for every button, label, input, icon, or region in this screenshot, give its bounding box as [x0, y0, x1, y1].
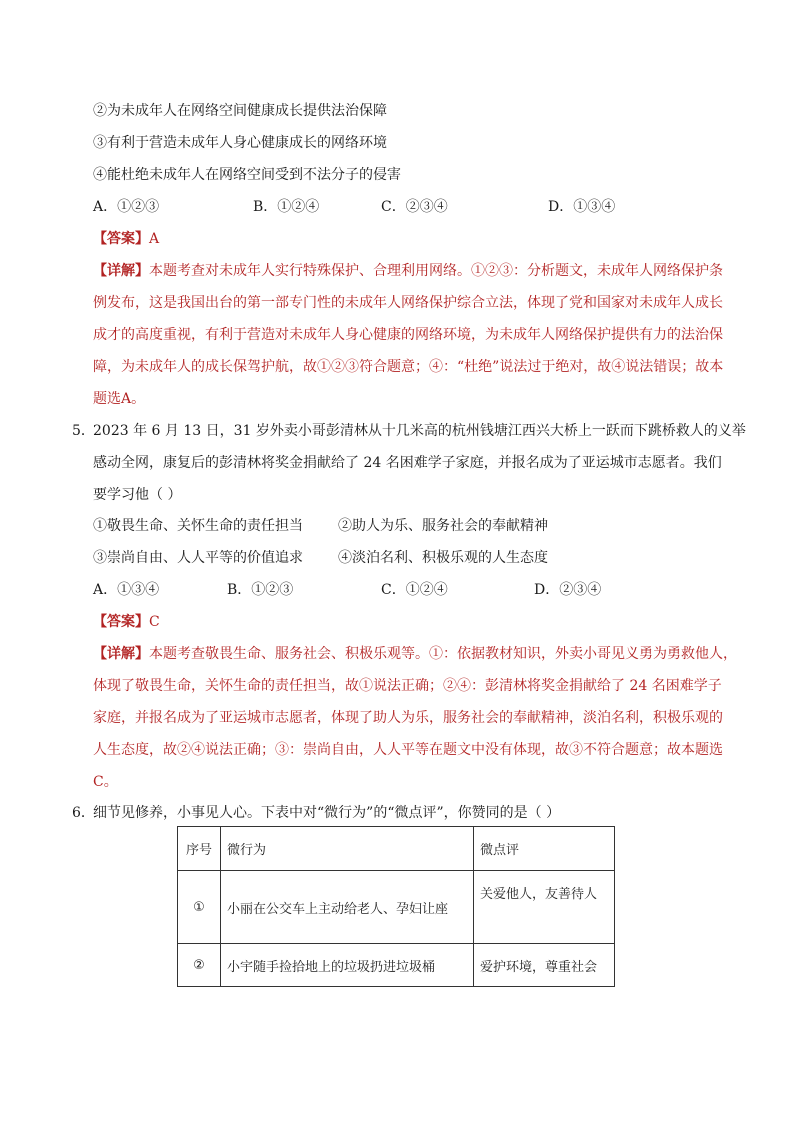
q5-number: 5．: [72, 423, 95, 439]
q6-table: [177, 826, 615, 987]
q4-explain-text-1: 本题考查对未成年人实行特殊保护、合理利用网络。①②③：分析题文，未成年人网络保护条: [149, 263, 723, 279]
q4-option-b: B．①②④: [253, 199, 320, 215]
q5-explain-line-1: [93, 644, 737, 664]
q4-option-d: D．①③④: [548, 199, 616, 215]
table-header-index: 序号: [178, 827, 221, 871]
q4-option-c: C．②③④: [381, 199, 448, 215]
q5-option-c: C．①②④: [381, 582, 448, 598]
q5-statement-3: ③崇尚自由、人人平等的价值追求: [93, 550, 303, 566]
q5-answer-value: C: [149, 614, 160, 630]
q5-statement-2: ②助人为乐、服务社会的奉献精神: [338, 518, 548, 534]
table-cell-index: ②: [178, 944, 221, 987]
table-row: [178, 944, 615, 987]
q5-answer: [93, 612, 160, 632]
q4-explain-line-5: 题选A。: [93, 391, 146, 407]
table-cell-behavior: 小丽在公交车上主动给老人、孕妇让座: [221, 871, 474, 944]
q5-explain-line-2: 体现了敬畏生命，关怀生命的责任担当，故①说法正确；②④：彭清林将奖金捐献给了 24 名困难学子: [93, 678, 722, 694]
q5-option-b: B．①②③: [227, 582, 294, 598]
q4-statement-3: ③有利于营造未成年人身心健康成长的网络环境: [93, 135, 387, 151]
q4-explain-line-4: 障，为未成年人的成长保驾护航，故①②③符合题意；④：“杜绝”说法过于绝对，故④说法错误；故本: [93, 359, 724, 375]
q5-stem-line-3: 要学习他（ ）: [93, 487, 182, 503]
q4-option-a: A．①②③: [93, 199, 160, 215]
q5-statement-4: ④淡泊名利、积极乐观的人生态度: [338, 550, 548, 566]
table-header-comment: 微点评: [474, 827, 615, 871]
q4-statement-4: ④能杜绝未成年人在网络空间受到不法分子的侵害: [93, 167, 401, 183]
q6-number: 6．: [72, 805, 95, 821]
table-cell-comment: 关爱他人，友善待人: [474, 871, 615, 944]
q4-statement-2: ②为未成年人在网络空间健康成长提供法治保障: [93, 103, 387, 119]
q5-statement-1: ①敬畏生命、关怀生命的责任担当: [93, 518, 303, 534]
table-cell-comment: 爱护环境，尊重社会: [474, 944, 615, 987]
q4-answer-label: 【答案】: [93, 231, 149, 247]
q4-explain-line-3: 成才的高度重视，有利于营造对未成年人身心健康的网络环境，为未成年人网络保护提供有力的法治保: [93, 327, 723, 343]
q5-stem-line-1: 2023 年 6 月 13 日，31 岁外卖小哥彭清林从十几米高的杭州钱塘江西兴大桥上一跃而下跳桥救人的义举: [93, 423, 746, 439]
table-header-row: [178, 827, 615, 871]
q5-explain-line-5: C。: [93, 774, 118, 790]
q5-explain-line-4: 人生态度，故②④说法正确；③：崇尚自由，人人平等在题文中没有体现，故③不符合题意；故本题选: [93, 742, 723, 758]
q6-stem: 细节见修养，小事见人心。下表中对“微行为”的“微点评”，你赞同的是（ ）: [93, 805, 561, 821]
q4-explain-line-1: [93, 261, 723, 281]
q5-explain-label: 【详解】: [93, 646, 149, 662]
q5-option-d: D．②③④: [534, 582, 602, 598]
q4-answer: [93, 229, 159, 249]
table-cell-behavior: 小宇随手捡拾地上的垃圾扔进垃圾桶: [221, 944, 474, 987]
q5-explain-line-3: 家庭，并报名成为了亚运城市志愿者，体现了助人为乐，服务社会的奉献精神，淡泊名利，积极乐观的: [93, 710, 723, 726]
table-row: [178, 871, 615, 944]
q4-explain-line-2: 例发布，这是我国出台的第一部专门性的未成年人网络保护综合立法，体现了党和国家对未成年人成长: [93, 295, 723, 311]
q4-explain-label: 【详解】: [93, 263, 149, 279]
q4-answer-value: A: [149, 231, 160, 247]
q5-answer-label: 【答案】: [93, 614, 149, 630]
q5-option-a: A．①③④: [93, 582, 160, 598]
q5-stem-line-2: 感动全网，康复后的彭清林将奖金捐献给了 24 名困难学子家庭，并报名成为了亚运城市志愿者。我们: [93, 455, 722, 471]
q5-explain-text-1: 本题考查敬畏生命、服务社会、积极乐观等。①：依据教材知识，外卖小哥见义勇为勇救他人，: [149, 646, 737, 662]
table-header-behavior: 微行为: [221, 827, 474, 871]
table-cell-index: ①: [178, 871, 221, 944]
